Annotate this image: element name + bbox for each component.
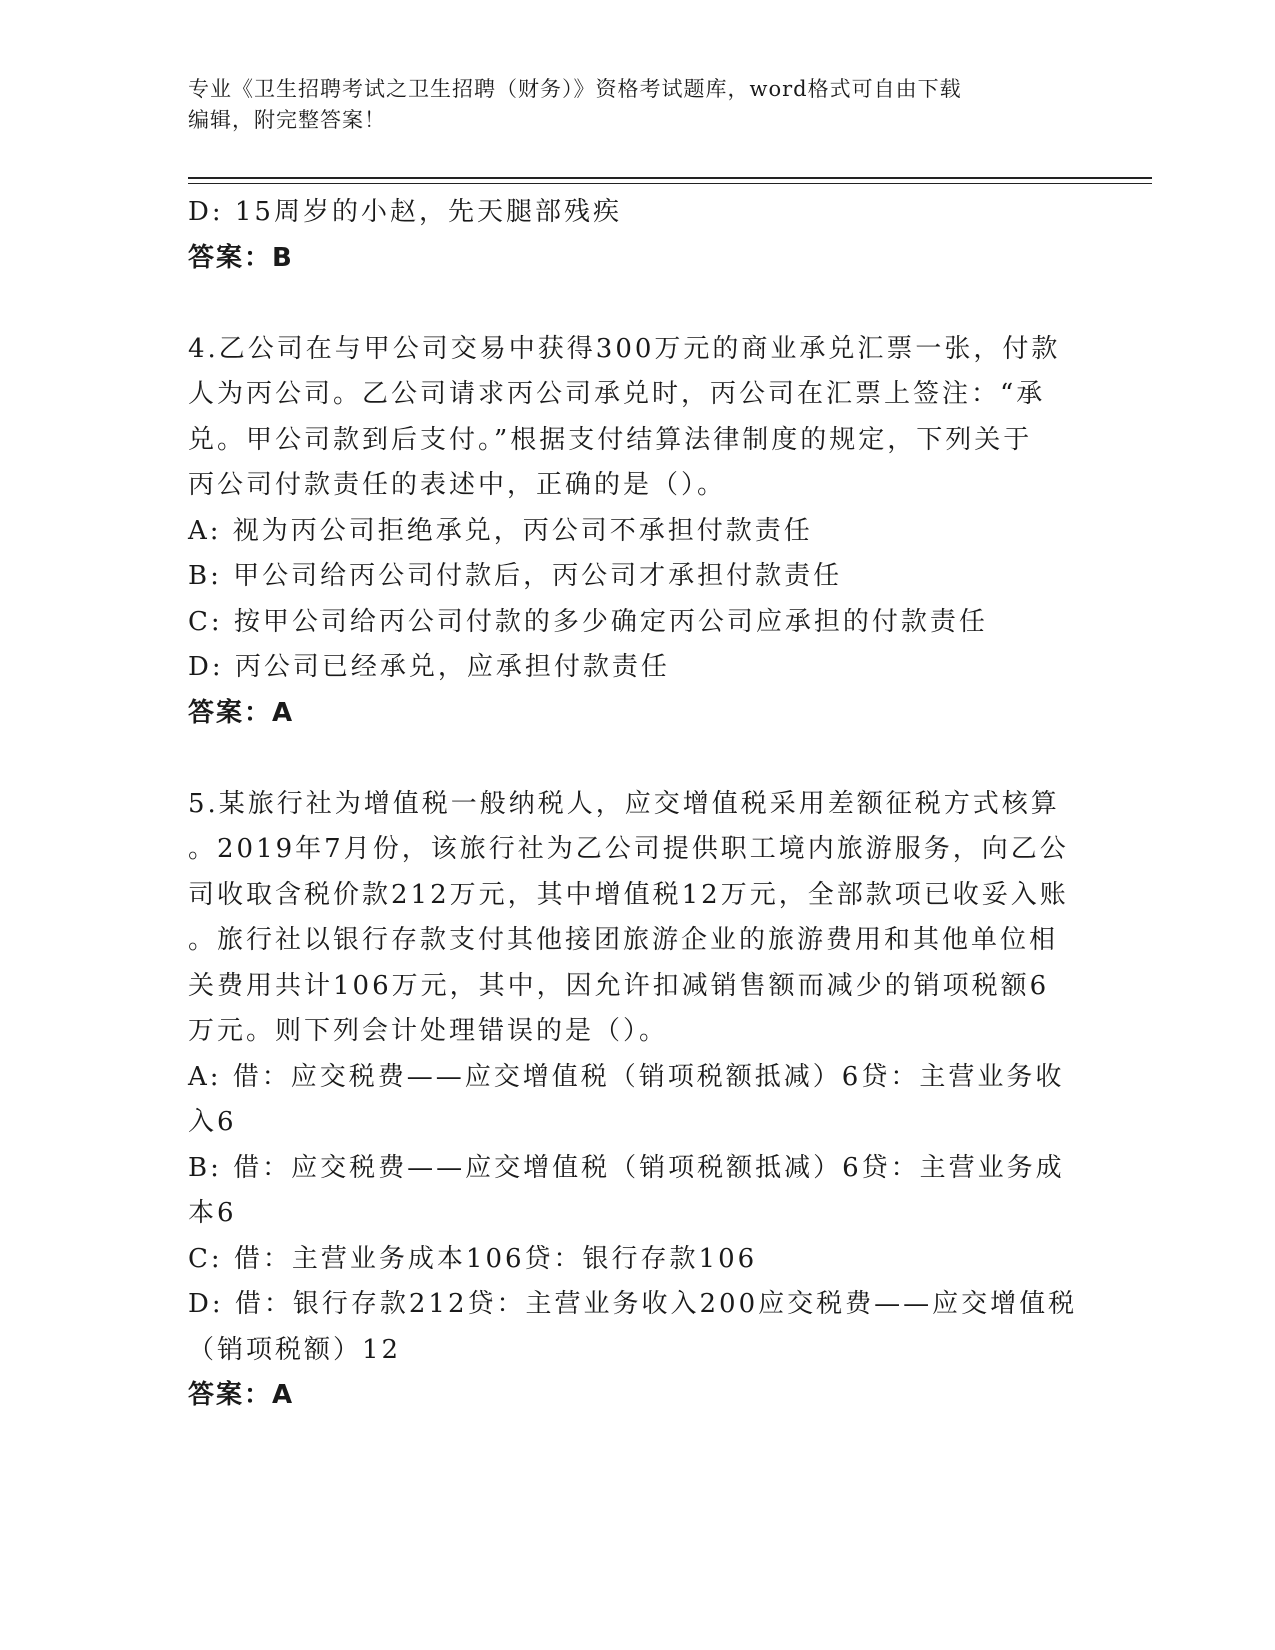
q5-stem-line: 。旅行社以银行存款支付其他接团旅游企业的旅游费用和其他单位相 <box>188 925 1059 955</box>
q3-answer: 答案：B <box>188 242 294 273</box>
q5-option-a-cont: 入6 <box>188 1107 237 1137</box>
q5-option-d: D: 借：银行存款212贷：主营业务收入200应交税费——应交增值税 <box>188 1289 1078 1319</box>
q5-option-d-cont: （销项税额）12 <box>188 1334 402 1365</box>
q5-stem-line: 司收取含税价款212万元，其中增值税12万元，全部款项已收妥入账 <box>188 879 1069 910</box>
q5-option-b-cont: 本6 <box>188 1198 237 1228</box>
q3-option-d: D: 15周岁的小赵，先天腿部残疾 <box>188 197 622 227</box>
header-line-1: 专业《卫生招聘考试之卫生招聘（财务）》资格考试题库，word格式可自由下载 <box>188 77 962 101</box>
q5-stem-line: 万元。则下列会计处理错误的是（）。 <box>188 1016 669 1046</box>
q5-option-a: A: 借：应交税费——应交增值税（销项税额抵减）6贷：主营业务收 <box>188 1061 1065 1092</box>
header-rule-thick <box>188 177 1152 179</box>
document-body <box>188 190 1088 1419</box>
q4-option-b: B: 甲公司给丙公司付款后，丙公司才承担付款责任 <box>188 561 843 591</box>
header-line-2: 编辑，附完整答案！ <box>188 108 386 132</box>
q4-option-a: A: 视为丙公司拒绝承兑，丙公司不承担付款责任 <box>188 515 813 546</box>
q4-answer: 答案：A <box>188 697 295 728</box>
q5-stem-line: 5.某旅行社为增值税一般纳税人，应交增值税采用差额征税方式核算 <box>188 788 1060 819</box>
q5-stem-line: 关费用共计106万元，其中，因允许扣减销售额而减少的销项税额6 <box>188 970 1050 1001</box>
q5-stem-line: 。2019年7月份，该旅行社为乙公司提供职工境内旅游服务，向乙公 <box>188 834 1069 864</box>
q5-option-c: C: 借：主营业务成本106贷：银行存款106 <box>188 1243 758 1274</box>
q4-option-c: C: 按甲公司给丙公司付款的多少确定丙公司应承担的付款责任 <box>188 606 988 637</box>
question-4 <box>188 327 1088 737</box>
spacer <box>188 736 1088 782</box>
q5-option-b: B: 借：应交税费——应交增值税（销项税额抵减）6贷：主营业务成 <box>188 1152 1065 1183</box>
q4-stem-line: 丙公司付款责任的表述中，正确的是（）。 <box>188 470 727 500</box>
q4-option-d: D: 丙公司已经承兑，应承担付款责任 <box>188 652 670 682</box>
question-5 <box>188 782 1088 1419</box>
document-header <box>188 74 1088 136</box>
q4-stem-line: 4.乙公司在与甲公司交易中获得300万元的商业承兑汇票一张，付款 <box>188 333 1061 364</box>
header-rule-thin <box>188 183 1152 184</box>
spacer <box>188 281 1088 327</box>
q5-answer: 答案：A <box>188 1380 295 1410</box>
q4-stem-line: 兑。甲公司款到后支付。”根据支付结算法律制度的规定，下列关于 <box>188 424 1033 455</box>
q4-stem-line: 人为丙公司。乙公司请求丙公司承兑时，丙公司在汇票上签注：“承 <box>188 379 1046 409</box>
question-3-tail <box>188 190 1088 281</box>
